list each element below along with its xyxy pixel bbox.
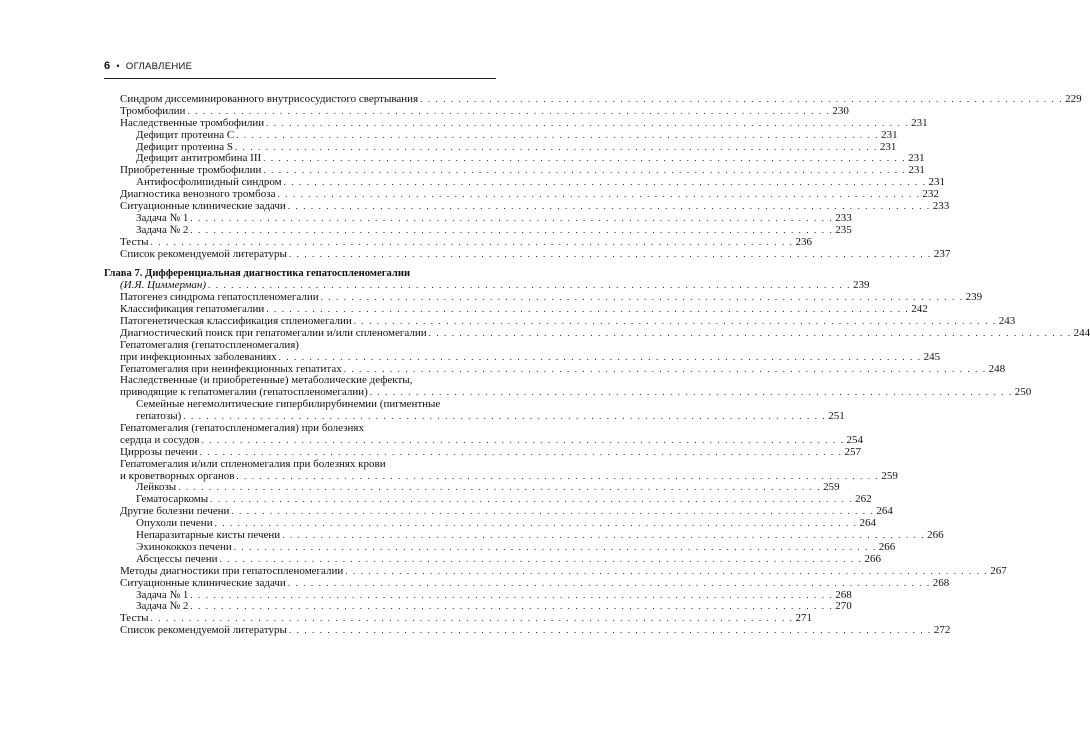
toc-entry-title: Эхинококкоз печени — [136, 540, 232, 553]
toc-entry-title: Глава 7. Дифференциальная диагностика гепатоспленомегалии — [104, 268, 411, 280]
toc-page-number: 232 — [922, 188, 939, 201]
toc-page-number: 250 — [1014, 386, 1032, 399]
toc-page-number: 237 — [933, 247, 951, 260]
toc-leader-dots: . . . . . . . . . . . . . . . . . . . . . . . . . . . . . . . . . . . . . . . . . . . . . . . . . . . . . . . . . . . . . . . . . . . . . . . . . . . . . . . . . . . . — [178, 482, 822, 493]
toc-leader-dots: . . . . . . . . . . . . . . . . . . . . . . . . . . . . . . . . . . . . . . . . . . . . . . . . . . . . . . . . . . . . . . . . . . . . . . . . . . . . . . . . . . . . — [231, 506, 875, 517]
toc-page-number: 233 — [835, 211, 852, 224]
toc-leader-dots: . . . . . . . . . . . . . . . . . . . . . . . . . . . . . . . . . . . . . . . . . . . . . . . . . . . . . . . . . . . . . . . . . . . . . . . . . . . . . . . . . . . . — [282, 530, 926, 541]
toc-leader-dots: . . . . . . . . . . . . . . . . . . . . . . . . . . . . . . . . . . . . . . . . . . . . . . . . . . . . . . . . . . . . . . . . . . . . . . . . . . . . . . . . . . . . — [283, 177, 927, 188]
toc-page-number: 230 — [832, 104, 849, 117]
toc-page-number: 268 — [835, 588, 852, 601]
running-header — [104, 60, 496, 72]
toc-page-number: 271 — [795, 612, 812, 625]
toc-page-number: 262 — [855, 493, 872, 506]
toc-leader-dots: . . . . . . . . . . . . . . . . . . . . . . . . . . . . . . . . . . . . . . . . . . . . . . . . . . . . . . . . . . . . . . . . . . . . . . . . . . . . . . . . . . . . — [199, 446, 843, 457]
toc-entry — [104, 459, 498, 471]
toc-page-number: 245 — [923, 350, 941, 363]
toc-leader-dots: . . . . . . . . . . . . . . . . . . . . . . . . . . . . . . . . . . . . . . . . . . . . . . . . . . . . . . . . . . . . . . . . . . . . . . . . . . . . . . . . . . . . — [278, 351, 922, 362]
toc-entry-title: Ситуационные клинические задачи — [120, 200, 286, 212]
toc-entry-title: Синдром диссеминированного внутрисосудистого свертывания — [120, 92, 419, 105]
table-of-contents — [104, 92, 1090, 637]
toc-leader-dots: . . . . . . . . . . . . . . . . . . . . . . . . . . . . . . . . . . . . . . . . . . . . . . . . . . . . . . . . . . . . . . . . . . . . . . . . . . . . . . . . . . . . — [288, 248, 932, 259]
toc-page-number: 270 — [835, 600, 852, 613]
header-bullet: • — [116, 61, 120, 71]
toc-entry — [104, 600, 852, 613]
toc-entry-title: Задача № 2 — [136, 223, 189, 236]
toc-entry-title: Антифосфолипидный синдром — [136, 176, 282, 189]
toc-leader-dots: . . . . . . . . . . . . . . . . . . . . . . . . . . . . . . . . . . . . . . . . . . . . . . . . . . . . . . . . . . . . . . . . . . . . . . . . . . . . . . . . . . . . — [234, 141, 878, 152]
toc-page-number: 231 — [908, 164, 925, 177]
toc-entry-title: Гепатомегалия (гепатоспленомегалия) — [120, 338, 299, 351]
toc-entry-title: Патогенетическая классификация спленомегалии — [120, 315, 352, 328]
toc-page-number: 257 — [844, 445, 861, 458]
toc-page-number: 248 — [988, 362, 1006, 375]
toc-page-number: 229 — [1065, 92, 1082, 105]
toc-leader-dots: . . . . . . . . . . . . . . . . . . . . . . . . . . . . . . . . . . . . . . . . . . . . . . . . . . . . . . . . . . . . . . . . . . . . . . . . . . . . . . . . . . . . — [150, 236, 794, 247]
toc-entry-title: и кроветворных органов — [120, 469, 235, 482]
toc-leader-dots: . . . . . . . . . . . . . . . . . . . . . . . . . . . . . . . . . . . . . . . . . . . . . . . . . . . . . . . . . . . . . . . . . . . . . . . . . . . . . . . . . . . . — [183, 411, 827, 422]
toc-entry — [104, 552, 881, 566]
toc-entry-title: Другие болезни печени — [120, 505, 230, 518]
toc-page-number: 259 — [881, 469, 898, 482]
toc-leader-dots: . . . . . . . . . . . . . . . . . . . . . . . . . . . . . . . . . . . . . . . . . . . . . . . . . . . . . . . . . . . . . . . . . . . . . . . . . . . . . . . . . . . . — [353, 316, 997, 327]
toc-entry-title: Гепатомегалия (гепатоспленомегалия) при болезнях — [120, 422, 364, 435]
toc-entry-title: Наследственные (и приобретенные) метаболические дефекты, — [120, 374, 413, 387]
toc-leader-dots: . . . . . . . . . . . . . . . . . . . . . . . . . . . . . . . . . . . . . . . . . . . . . . . . . . . . . . . . . . . . . . . . . . . . . . . . . . . . . . . . . . . . — [345, 565, 989, 576]
toc-page-number: 251 — [828, 410, 845, 423]
toc-page-number: 272 — [933, 624, 951, 637]
toc-leader-dots: . . . . . . . . . . . . . . . . . . . . . . . . . . . . . . . . . . . . . . . . . . . . . . . . . . . . . . . . . . . . . . . . . . . . . . . . . . . . . . . . . . . . — [369, 387, 1013, 398]
toc-leader-dots: . . . . . . . . . . . . . . . . . . . . . . . . . . . . . . . . . . . . . . . . . . . . . . . . . . . . . . . . . . . . . . . . . . . . . . . . . . . . . . . . . . . . — [219, 553, 863, 564]
toc-entry-title: Опухоли печени — [136, 517, 213, 530]
toc-entry-title: Список рекомендуемой литературы — [120, 247, 287, 260]
toc-entry — [104, 564, 1007, 578]
toc-page-number: 254 — [846, 433, 863, 446]
toc-leader-dots: . . . . . . . . . . . . . . . . . . . . . . . . . . . . . . . . . . . . . . . . . . . . . . . . . . . . . . . . . . . . . . . . . . . . . . . . . . . . . . . . . . . . — [233, 541, 877, 552]
toc-leader-dots: . . . . . . . . . . . . . . . . . . . . . . . . . . . . . . . . . . . . . . . . . . . . . . . . . . . . . . . . . . . . . . . . . . . . . . . . . . . . . . . . . . . . — [190, 212, 834, 223]
toc-entry — [104, 235, 812, 249]
toc-page-number: 266 — [864, 552, 881, 565]
toc-entry-title: Непаразитарные кисты печени — [136, 529, 281, 542]
toc-page-number: 233 — [932, 200, 950, 212]
toc-leader-dots: . . . . . . . . . . . . . . . . . . . . . . . . . . . . . . . . . . . . . . . . . . . . . . . . . . . . . . . . . . . . . . . . . . . . . . . . . . . . . . . . . . . . — [187, 105, 831, 116]
toc-entry — [104, 247, 951, 261]
toc-entry-title: Абсцессы печени — [136, 552, 218, 565]
toc-entry-title: Семейные негемолитические гипербилирубинемии (пигментные — [136, 398, 441, 411]
toc-entry-title: (И.Я. Циммерман) — [120, 279, 207, 292]
toc-page-number: 267 — [990, 564, 1007, 577]
toc-page-number: 259 — [823, 481, 840, 494]
toc-page-number: 264 — [876, 505, 893, 518]
toc-leader-dots: . . . . . . . . . . . . . . . . . . . . . . . . . . . . . . . . . . . . . . . . . . . . . . . . . . . . . . . . . . . . . . . . . . . . . . . . . . . . . . . . . . . . — [288, 625, 932, 636]
toc-page-number: 244 — [1073, 326, 1090, 339]
toc-leader-dots: . . . . . . . . . . . . . . . . . . . . . . . . . . . . . . . . . . . . . . . . . . . . . . . . . . . . . . . . . . . . . . . . . . . . . . . . . . . . . . . . . . . . — [428, 327, 1072, 338]
toc-entry-title: Лейкозы — [136, 481, 177, 494]
header-title: ОГЛАВЛЕНИЕ — [125, 60, 193, 72]
toc-entry — [104, 624, 951, 637]
toc-entry-title: сердца и сосудов — [120, 433, 200, 446]
toc-page-number: 243 — [998, 315, 1016, 328]
toc-page-number: 231 — [928, 176, 946, 189]
toc-leader-dots: . . . . . . . . . . . . . . . . . . . . . . . . . . . . . . . . . . . . . . . . . . . . . . . . . . . . . . . . . . . . . . . . . . . . . . . . . . . . . . . . . . . . — [208, 280, 851, 291]
toc-page-number: 264 — [859, 517, 877, 530]
toc-leader-dots: . . . . . . . . . . . . . . . . . . . . . . . . . . . . . . . . . . . . . . . . . . . . . . . . . . . . . . . . . . . . . . . . . . . . . . . . . . . . . . . . . . . . — [320, 292, 964, 303]
toc-leader-dots: . . . . . . . . . . . . . . . . . . . . . . . . . . . . . . . . . . . . . . . . . . . . . . . . . . . . . . . . . . . . . . . . . . . . . . . . . . . . . . . . . . . . — [236, 470, 880, 481]
toc-entry-title: Диагностика венозного тромбоза — [120, 188, 276, 201]
toc-entry-title: Дефицит антитромбина III — [136, 152, 262, 165]
toc-page-number: 266 — [878, 540, 896, 553]
toc-leader-dots: . . . . . . . . . . . . . . . . . . . . . . . . . . . . . . . . . . . . . . . . . . . . . . . . . . . . . . . . . . . . . . . . . . . . . . . . . . . . . . . . . . . . — [190, 601, 834, 612]
toc-leader-dots: . . . . . . . . . . . . . . . . . . . . . . . . . . . . . . . . . . . . . . . . . . . . . . . . . . . . . . . . . . . . . . . . . . . . . . . . . . . . . . . . . . . . — [210, 494, 854, 505]
toc-leader-dots: . . . . . . . . . . . . . . . . . . . . . . . . . . . . . . . . . . . . . . . . . . . . . . . . . . . . . . . . . . . . . . . . . . . . . . . . . . . . . . . . . . . . — [214, 518, 858, 529]
toc-page-number: 268 — [932, 576, 950, 589]
toc-page-number: 239 — [853, 279, 870, 292]
toc-leader-dots: . . . . . . . . . . . . . . . . . . . . . . . . . . . . . . . . . . . . . . . . . . . . . . . . . . . . . . . . . . . . . . . . . . . . . . . . . . . . . . . . . . . . — [263, 153, 907, 164]
toc-page-number: 239 — [965, 291, 983, 304]
toc-entry — [104, 211, 852, 225]
toc-entry-title: Гематосаркомы — [136, 493, 209, 506]
toc-entry-title: Наследственные тромбофилии — [120, 116, 265, 129]
toc-entry — [104, 350, 941, 364]
toc-leader-dots: . . . . . . . . . . . . . . . . . . . . . . . . . . . . . . . . . . . . . . . . . . . . . . . . . . . . . . . . . . . . . . . . . . . . . . . . . . . . . . . . . . . . — [266, 304, 910, 315]
toc-entry-title: Дефицит протеина С — [136, 128, 235, 141]
toc-entry-title: Диагностический поиск при гепатомегалии и/или спленомегалии — [120, 326, 427, 339]
toc-entry-title: Тесты — [120, 235, 149, 248]
toc-entry — [104, 576, 950, 590]
toc-entry-title: Тесты — [120, 612, 149, 625]
toc-entry-title: Задача № 1 — [136, 588, 189, 601]
header-rule — [104, 78, 496, 79]
toc-entry — [104, 223, 852, 237]
toc-leader-dots: . . . . . . . . . . . . . . . . . . . . . . . . . . . . . . . . . . . . . . . . . . . . . . . . . . . . . . . . . . . . . . . . . . . . . . . . . . . . . . . . . . . . — [343, 363, 987, 374]
toc-entry-title: Дефицит протеина S — [136, 140, 233, 153]
toc-entry-title: Гепатомегалия при неинфекционных гепатитах — [120, 362, 342, 375]
toc-page-number: 231 — [881, 128, 898, 141]
toc-leader-dots: . . . . . . . . . . . . . . . . . . . . . . . . . . . . . . . . . . . . . . . . . . . . . . . . . . . . . . . . . . . . . . . . . . . . . . . . . . . . . . . . . . . . — [287, 201, 931, 211]
toc-leader-dots: . . . . . . . . . . . . . . . . . . . . . . . . . . . . . . . . . . . . . . . . . . . . . . . . . . . . . . . . . . . . . . . . . . . . . . . . . . . . . . . . . . . . — [190, 224, 834, 235]
toc-page-number: 231 — [908, 152, 925, 165]
toc-entry-title: Тромбофилии — [120, 104, 186, 117]
toc-entry-title: гепатозы) — [136, 410, 182, 423]
toc-leader-dots: . . . . . . . . . . . . . . . . . . . . . . . . . . . . . . . . . . . . . . . . . . . . . . . . . . . . . . . . . . . . . . . . . . . . . . . . . . . . . . . . . . . . — [150, 613, 794, 624]
toc-leader-dots: . . . . . . . . . . . . . . . . . . . . . . . . . . . . . . . . . . . . . . . . . . . . . . . . . . . . . . . . . . . . . . . . . . . . . . . . . . . . . . . . . . . . — [236, 129, 880, 140]
toc-page-number: 231 — [911, 116, 928, 129]
toc-entry-title: Классификация гепатомегалии — [120, 303, 265, 316]
toc-entry-title: Циррозы печени — [120, 445, 198, 458]
toc-leader-dots: . . . . . . . . . . . . . . . . . . . . . . . . . . . . . . . . . . . . . . . . . . . . . . . . . . . . . . . . . . . . . . . . . . . . . . . . . . . . . . . . . . . . — [277, 189, 921, 200]
toc-leader-dots: . . . . . . . . . . . . . . . . . . . . . . . . . . . . . . . . . . . . . . . . . . . . . . . . . . . . . . . . . . . . . . . . . . . . . . . . . . . . . . . . . . . . — [201, 434, 845, 445]
toc-page-number: 266 — [927, 529, 944, 542]
toc-entry-title: Патогенез синдрома гепатоспленомегалии — [120, 291, 319, 304]
toc-entry — [104, 116, 928, 130]
toc-leader-dots: . . . . . . . . . . . . . . . . . . . . . . . . . . . . . . . . . . . . . . . . . . . . . . . . . . . . . . . . . . . . . . . . . . . . . . . . . . . . . . . . . . . . — [420, 93, 1064, 104]
page-number: 6 — [104, 60, 111, 72]
toc-leader-dots: . . . . . . . . . . . . . . . . . . . . . . . . . . . . . . . . . . . . . . . . . . . . . . . . . . . . . . . . . . . . . . . . . . . . . . . . . . . . . . . . . . . . — [287, 577, 931, 588]
toc-entry-title: Гепатомегалия и/или спленомегалия при болезнях крови — [120, 457, 386, 470]
toc-entry-title: приводящие к гепатомегалии (гепатоспленомегалии) — [120, 386, 368, 399]
toc-entry — [104, 340, 498, 352]
toc-leader-dots: . . . . . . . . . . . . . . . . . . . . . . . . . . . . . . . . . . . . . . . . . . . . . . . . . . . . . . . . . . . . . . . . . . . . . . . . . . . . . . . . . . . . — [190, 589, 834, 600]
toc-entry-title: при инфекционных заболеваниях — [120, 350, 277, 363]
toc-page-number: 235 — [835, 223, 852, 236]
toc-entry-title: Список рекомендуемой литературы — [120, 624, 287, 637]
toc-entry-title: Приобретенные тромбофилии — [120, 164, 262, 177]
toc-leader-dots: . . . . . . . . . . . . . . . . . . . . . . . . . . . . . . . . . . . . . . . . . . . . . . . . . . . . . . . . . . . . . . . . . . . . . . . . . . . . . . . . . . . . — [263, 165, 907, 176]
toc-page-number: 242 — [911, 303, 928, 316]
toc-page-number: 236 — [795, 235, 812, 248]
toc-entry-title: Методы диагностики при гепатоспленомегалии — [120, 564, 344, 577]
toc-leader-dots: . . . . . . . . . . . . . . . . . . . . . . . . . . . . . . . . . . . . . . . . . . . . . . . . . . . . . . . . . . . . . . . . . . . . . . . . . . . . . . . . . . . . — [266, 117, 910, 128]
toc-entry-title: Ситуационные клинические задачи — [120, 576, 286, 589]
toc-entry-title: Задача № 1 — [136, 211, 189, 224]
toc-entry-title: Задача № 2 — [136, 600, 189, 613]
toc-entry — [104, 128, 898, 142]
toc-entry — [104, 104, 849, 118]
toc-page-number: 231 — [879, 140, 897, 153]
